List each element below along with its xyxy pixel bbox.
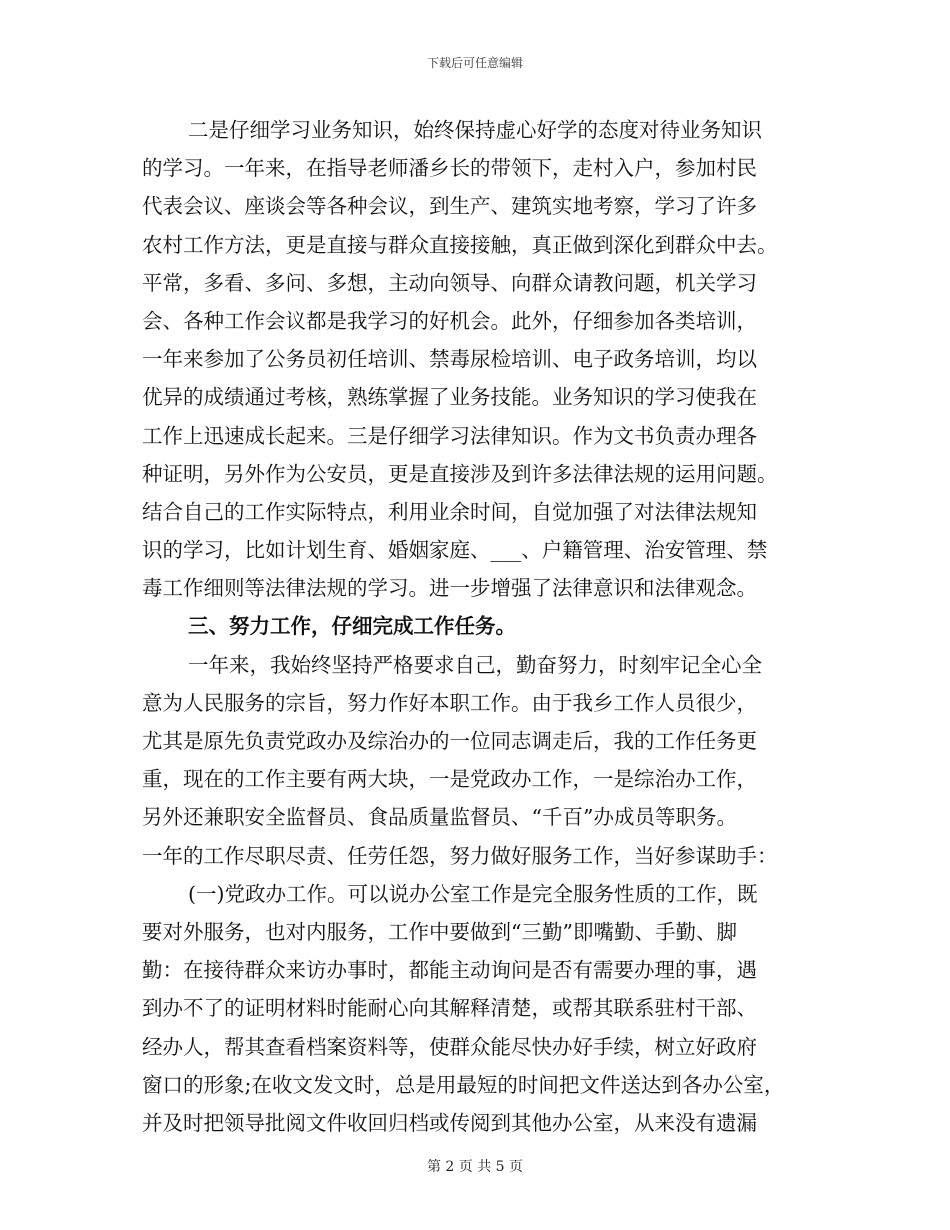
text-line-22: 要对外服务，也对内服务，工作中要做到“三勤”即嘴勤、手勤、脚 bbox=[142, 919, 737, 944]
page-number: 第 2 页 共 5 页 bbox=[426, 1159, 524, 1175]
text-line-8: 优异的成绩通过考核，熟练掌握了业务技能。业务知识的学习使我在 bbox=[142, 385, 757, 410]
text-line-15: 一年来，我始终坚持严格要求自己，勤奋努力，时刻牢记全心全 bbox=[188, 652, 762, 677]
text-line-13: 毒工作细则等法律法规的学习。进一步增强了法律意识和法律观念。 bbox=[142, 576, 757, 601]
text-line-26: 窗口的形象;在收文发文时，总是用最短的时间把文件送达到各办公室， bbox=[142, 1072, 785, 1097]
document-body bbox=[142, 111, 822, 1142]
text-line-7: 一年来参加了公务员初任培训、禁毒尿检培训、电子政务培训，均以 bbox=[142, 347, 757, 372]
text-line-27: 并及时把领导批阅文件收回归档或传阅到其他办公室，从来没有遗漏 bbox=[142, 1110, 757, 1135]
text-line-5: 平常，多看、多问、多想，主动向领导、向群众请教问题，机关学习 bbox=[142, 270, 757, 295]
text-line-20: 一年的工作尽职尽责、任劳任怨，努力做好服务工作，当好参谋助手： bbox=[142, 843, 778, 868]
text-line-24: 到办不了的证明材料时能耐心向其解释清楚，或帮其联系驻村干部、 bbox=[142, 996, 757, 1021]
text-line-19: 另外还兼职安全监督员、食品质量监督员、“千百”办成员等职务。 bbox=[142, 805, 737, 830]
text-line-18: 重，现在的工作主要有两大块，一是党政办工作，一是综治办工作， bbox=[142, 767, 757, 792]
text-line-25: 经办人，帮其查看档案资料等，使群众能尽快办好手续，树立好政府 bbox=[142, 1034, 757, 1059]
text-line-12: 识的学习，比如计划生育、婚姻家庭、___、户籍管理、治安管理、禁 bbox=[142, 538, 768, 563]
text-line-9: 工作上迅速成长起来。三是仔细学习法律知识。作为文书负责办理各 bbox=[142, 423, 757, 448]
text-line-2: 的学习。一年来，在指导老师潘乡长的带领下，走村入户，参加村民 bbox=[142, 156, 757, 181]
text-line-6: 会、各种工作会议都是我学习的好机会。此外，仔细参加各类培训， bbox=[142, 308, 757, 333]
text-line-11: 结合自己的工作实际特点，利用业余时间，自觉加强了对法律法规知 bbox=[142, 499, 757, 524]
text-line-10: 种证明，另外作为公安员，更是直接涉及到许多法律法规的运用问题。 bbox=[142, 461, 778, 486]
page-header: 下载后可任意编辑 bbox=[426, 56, 523, 70]
section-heading: 三、努力工作，仔细完成工作任务。 bbox=[188, 614, 516, 639]
text-line-1: 二是仔细学习业务知识，始终保持虚心好学的态度对待业务知识 bbox=[188, 118, 762, 142]
text-line-21: (一)党政办工作。可以说办公室工作是完全服务性质的工作，既 bbox=[188, 881, 758, 906]
text-line-23: 勤：在接待群众来访办事时，都能主动询问是否有需要办理的事，遇 bbox=[142, 958, 757, 983]
text-line-3: 代表会议、座谈会等各种会议，到生产、建筑实地考察，学习了许多 bbox=[142, 194, 757, 219]
text-line-4: 农村工作方法，更是直接与群众直接接触，真正做到深化到群众中去。 bbox=[142, 232, 778, 257]
text-line-16: 意为人民服务的宗旨，努力作好本职工作。由于我乡工作人员很少， bbox=[142, 690, 757, 715]
text-line-17: 尤其是原先负责党政办及综治办的一位同志调走后，我的工作任务更 bbox=[142, 729, 757, 753]
